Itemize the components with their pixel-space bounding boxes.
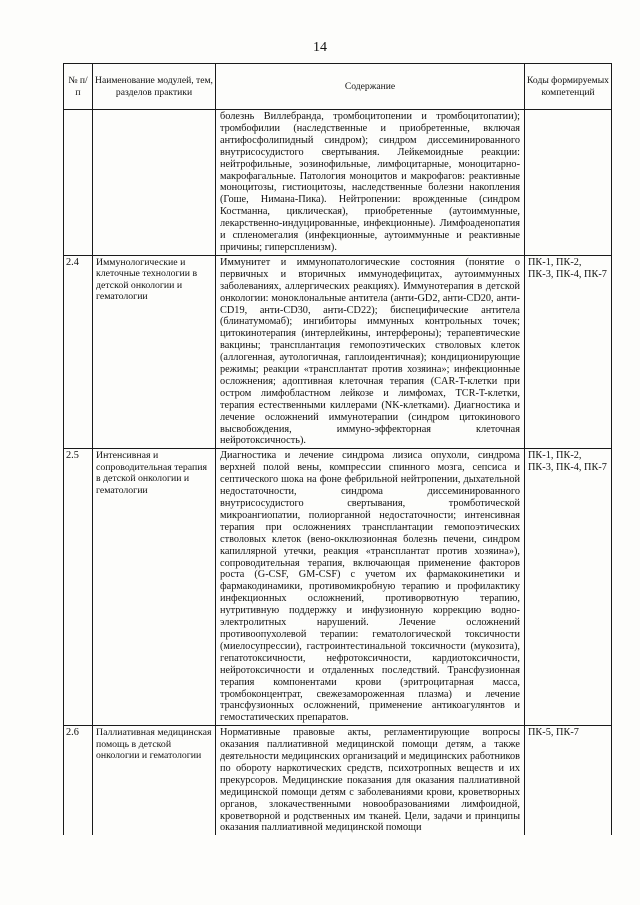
table-row <box>64 255 612 449</box>
table-header-row <box>64 64 612 110</box>
row-num: 2.6 <box>64 726 93 836</box>
table-row <box>64 449 612 726</box>
row-num: 2.5 <box>64 449 93 726</box>
header-codes: Коды формируемых компетенций <box>525 64 612 110</box>
row-num <box>64 110 93 256</box>
row-module: Интенсивная и сопроводительная терапия в детской онкологии и гематологии <box>93 449 216 726</box>
row-content: Диагностика и лечение синдрома лизиса опухоли, синдрома верхней полой вены, компрессии спинного мозга, сепсиса и септического шока на фоне фебрильной нейтропении, дыхательной недостаточности, синдрома диссеминированного внутрисосудистого свертывания, тромботической микроангиопатии, полиорганной недостаточности; интенсивная терапия при осложнениях трансплантации гемопоэтических стволовых клеток (вено-окклюзионная болезнь печени, синдром капиллярной утечки, реакция «трансплантат против хозяина»), сопроводительная терапия, включающая применение факторов роста (G-CSF, GM-CSF) с учетом их фармакокинетики и фармакодинамики, противомикробную терапию и профилактику инфекционных осложнений, противорвотную терапию, нутритивную поддержку и инфузионную коррекцию водно-электролитных нарушений. Лечение осложнений противоопухолевой терапии: гематологической токсичности (миелосупрессии), гастроинтестинальной токсичности (мукозита), гепатотоксичности, нефротоксичности, кардиотоксичности, нейротоксичности и отдаленных последствий. Трансфузионная терапия компонентами крови (эритроцитарная масса, тромбоконцентрат, свежезамороженная плазма) и лечение трансфузионных осложнений, применение антикоагулянтов и гемостатических препаратов. <box>216 449 525 726</box>
row-module <box>93 110 216 256</box>
row-content: Нормативные правовые акты, регламентирующие вопросы оказания паллиативной медицинской помощи детям, а также деятельности медицинских организаций и медицинских работников по обороту наркотических средств, психотропных веществ и их прекурсоров. Медицинские показания для оказания паллиативной медицинской помощи детям с заболеваниями крови, кроветворных органов, злокачественными новообразованиями лимфоидной, кроветворной и родственных им тканей. Цели, задачи и принципы оказания паллиативной медицинской помощи <box>216 726 525 836</box>
header-content: Содержание <box>216 64 525 110</box>
row-codes: ПК-5, ПК-7 <box>525 726 612 836</box>
table-row <box>64 110 612 256</box>
page-number: 14 <box>313 40 327 55</box>
header-num: № п/п <box>64 64 93 110</box>
table-row <box>64 726 612 836</box>
row-codes <box>525 110 612 256</box>
row-codes: ПК-1, ПК-2, ПК-3, ПК-4, ПК-7 <box>525 449 612 726</box>
row-codes: ПК-1, ПК-2, ПК-3, ПК-4, ПК-7 <box>525 255 612 449</box>
row-content: болезнь Виллебранда, тромбоцитопении и тромбоцитопатии); тромбофилии (наследственные и приобретенные, включая антифосфолипидный синдром); синдром диссеминированного внутрисосудистого свертывания. Лейкемоидные реакции: нейтрофильные, эозинофильные, лимфоцитарные, моноцитарно-макрофагальные. Патология моноцитов и макрофагов: реактивные моноцитозы, гистиоцитозы, наследственные болезни накопления (Гоше, Нимана-Пика). Нейтропении: врожденные (синдром Костманна, циклическая), приобретенные (аутоиммунные, лекарственно-индуцированные, инфекционные). Лимфоаденопатия и спленомегалия (инфекционные, аутоиммунные и реактивные причины; гиперспленизм). <box>216 110 525 256</box>
header-module: Наименование модулей, тем, разделов практики <box>93 64 216 110</box>
row-num: 2.4 <box>64 255 93 449</box>
row-module: Иммунологические и клеточные технологии в детской онкологии и гематологии <box>93 255 216 449</box>
row-module: Паллиативная медицинская помощь в детской онкологии и гематологии <box>93 726 216 836</box>
row-content: Иммунитет и иммунопатологические состояния (понятие о первичных и вторичных иммунодефицитах, аутоиммунных заболеваниях, аллергических реакциях). Иммунотерапия в детской онкологии: моноклональные антитела (анти-GD2, анти-CD20, анти-CD19, анти-CD30, анти-CD22); биспецифические антитела (блинатумомаб); ингибиторы иммунных контрольных точек; цитокинотерапия (интерлейкины, интерфероны); терапевтические вакцины; трансплантация гемопоэтических стволовых клеток (аллогенная, аутологичная, гаплоидентичная); кондиционирующие режимы; реакции «трансплантат против хозяина»; инфекционные осложнения; адоптивная клеточная терапия (CAR-T-клетки при остром лимфобластном лейкозе и лимфомах, TCR-T-клетки, терапия естественными киллерами (NK-клетками). Диагностика и лечение осложнений иммунотерапии (синдром цитокинового высвобождения, иммуно-эффекторная клеточная нейротоксичность). <box>216 255 525 449</box>
curriculum-table <box>63 63 612 835</box>
